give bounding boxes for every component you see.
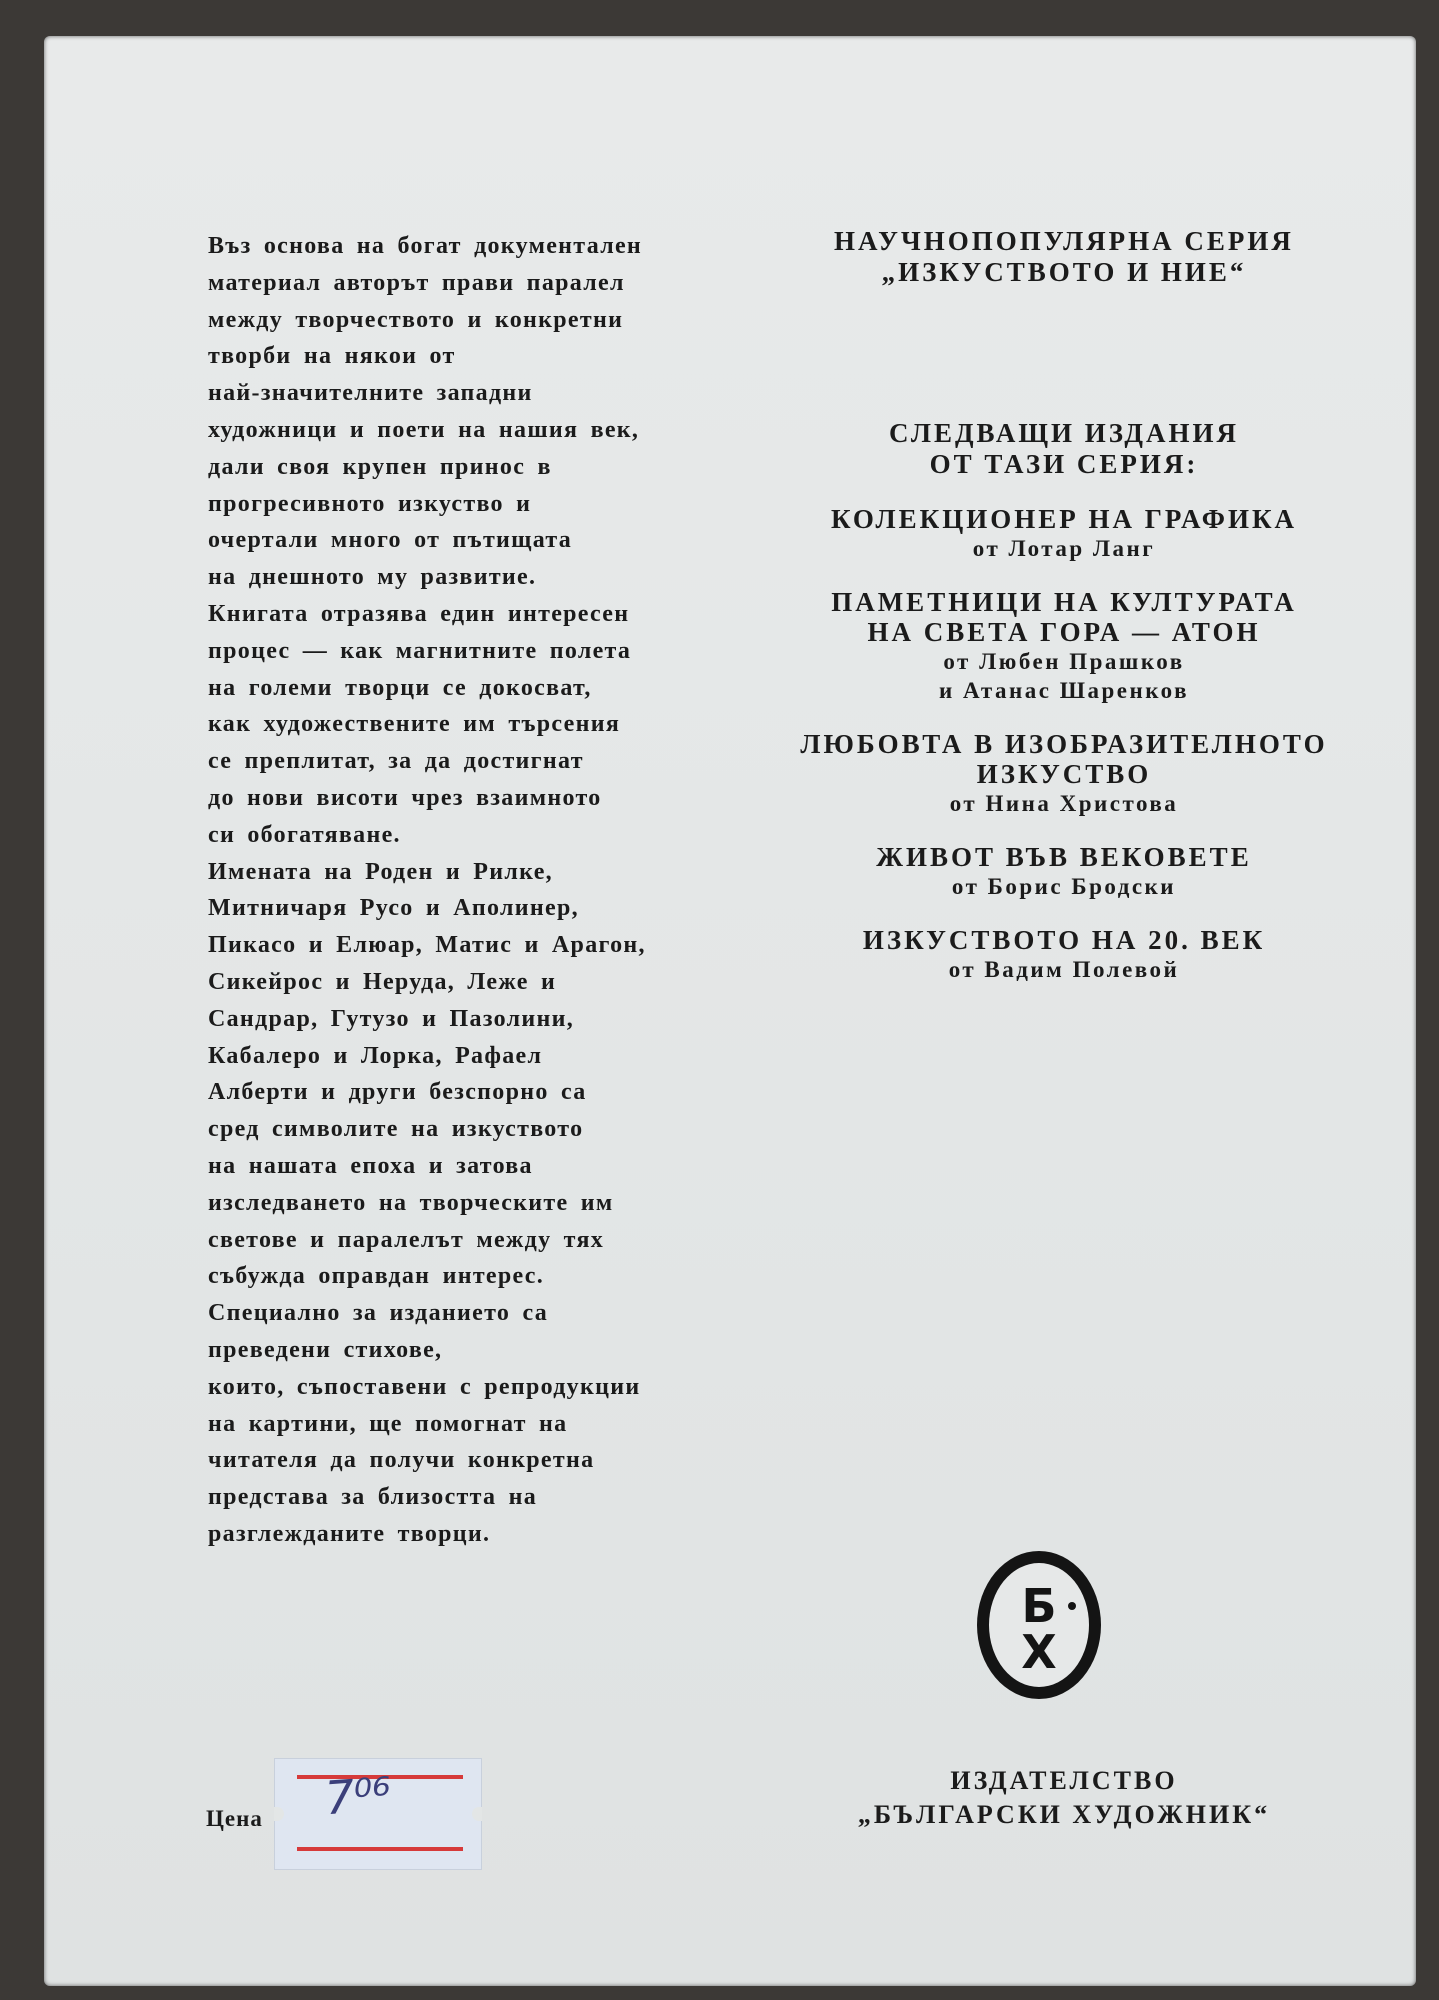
book-title: ЛЮБОВТА В ИЗОБРАЗИТЕЛНОТО — [800, 729, 1328, 759]
description-line: на днешното му развитие. — [208, 564, 537, 591]
price-sticker — [274, 1758, 482, 1870]
book-entry — [779, 504, 1349, 563]
book-title: ИЗКУСТВО — [976, 759, 1152, 789]
book-author: от Любен Прашков — [943, 649, 1185, 674]
publisher-line-2: „БЪЛГАРСКИ ХУДОЖНИК“ — [857, 1800, 1271, 1829]
description-line: на картини, ще помогнат на — [208, 1410, 568, 1437]
book-entry — [779, 842, 1349, 901]
book-title: ПАМЕТНИЦИ НА КУЛТУРАТА — [831, 587, 1297, 617]
publisher-line-1: ИЗДАТЕЛСТВО — [950, 1766, 1178, 1795]
description-line: преведени стихове, — [208, 1336, 443, 1363]
description-line: Сандрар, Гутузо и Пазолини, — [208, 1005, 575, 1032]
description-line: си обогатяване. — [208, 821, 401, 848]
description-line: до нови висоти чрез взаимното — [208, 784, 602, 811]
description-line: сред символите на изкуството — [208, 1116, 584, 1143]
description-line: светове и паралелът между тях — [208, 1226, 605, 1253]
description-line: на големи творци се докосват, — [208, 674, 592, 701]
description-line: читателя да получи конкретна — [208, 1447, 595, 1474]
book-author: от Вадим Полевой — [948, 957, 1180, 982]
book-title: ЖИВОТ ВЪВ ВЕКОВЕТЕ — [876, 842, 1252, 872]
book-back-cover — [44, 36, 1416, 1986]
description-line: Имената на Роден и Рилке, — [208, 858, 553, 885]
description-line: Въз основа на богат документален — [208, 233, 643, 259]
series-title — [779, 226, 1349, 288]
book-entry — [779, 729, 1349, 818]
logo-letter-bottom: Х — [1021, 1625, 1057, 1679]
logo-letter-top: Б — [1021, 1579, 1057, 1633]
handwritten-price: 7⁰⁶ — [323, 1766, 393, 1826]
series-info — [779, 226, 1349, 984]
series-title-line-2: „ИЗКУСТВОТО И НИЕ“ — [881, 257, 1247, 287]
book-title: КОЛЕКЦИОНЕР НА ГРАФИКА — [830, 504, 1298, 534]
publisher-name — [779, 1764, 1349, 1832]
description-line: изследването на творческите им — [208, 1189, 614, 1216]
description-line: между творчеството и конкретни — [208, 306, 624, 333]
book-author: от Нина Христова — [949, 791, 1179, 816]
description-line: Кабалеро и Лорка, Рафаел — [208, 1042, 543, 1069]
description-line: дали своя крупен принос в — [208, 453, 552, 480]
book-title: НА СВЕТА ГОРА — АТОН — [867, 617, 1261, 647]
description-line: представа за близостта на — [208, 1484, 538, 1511]
description-line: художници и поети на нашия век, — [208, 416, 640, 443]
next-editions-line-2: ОТ ТАЗИ СЕРИЯ: — [929, 449, 1199, 479]
description-line: очертали много от пътищата — [208, 527, 573, 554]
description-line: събужда оправдан интерес. — [208, 1263, 545, 1290]
book-list — [779, 504, 1349, 984]
description-line: Специално за изданието са — [208, 1300, 549, 1327]
description-line: се преплитат, за да достигнат — [208, 748, 584, 775]
description-line: Пикасо и Елюар, Матис и Арагон, — [208, 932, 646, 959]
description-line: най-значителните западни — [208, 380, 533, 407]
description-line: Митничаря Русо и Аполинер, — [208, 895, 579, 922]
price-label: Цена — [206, 1806, 263, 1831]
description-line: процес — как магнитните полета — [208, 637, 632, 664]
next-editions-line-1: СЛЕДВАЩИ ИЗДАНИЯ — [889, 418, 1239, 448]
description-line: прогресивното изкуство и — [208, 490, 532, 517]
book-entry — [779, 587, 1349, 705]
description-line: Алберти и други безспорно са — [208, 1079, 587, 1106]
series-title-line-1: НАУЧНОПОПУЛЯРНА СЕРИЯ — [834, 226, 1294, 256]
sticker-notch-left — [274, 1807, 284, 1821]
description-line: как художествените им търсения — [208, 711, 621, 738]
next-editions-heading — [779, 418, 1349, 480]
book-author: от Лотар Ланг — [972, 536, 1156, 561]
book-title: ИЗКУСТВОТО НА 20. ВЕК — [862, 925, 1266, 955]
sticker-bottom-line — [297, 1847, 463, 1851]
publisher-logo-icon — [974, 1548, 1104, 1702]
description-line: на нашата епоха и затова — [208, 1152, 533, 1179]
book-description — [208, 228, 748, 1553]
book-author: от Борис Бродски — [951, 874, 1177, 899]
sticker-notch-right — [472, 1807, 482, 1821]
book-author: и Атанас Шаренков — [938, 678, 1190, 703]
description-line: Сикейрос и Неруда, Леже и — [208, 968, 557, 995]
description-line: материал авторът прави паралел — [208, 269, 625, 296]
description-line: които, съпоставени с репродукции — [208, 1373, 641, 1400]
description-line: разглежданите творци. — [208, 1520, 491, 1547]
description-line: творби на някои от — [208, 343, 456, 370]
book-entry — [779, 925, 1349, 984]
description-line: Книгата отразява един интересен — [208, 600, 630, 627]
